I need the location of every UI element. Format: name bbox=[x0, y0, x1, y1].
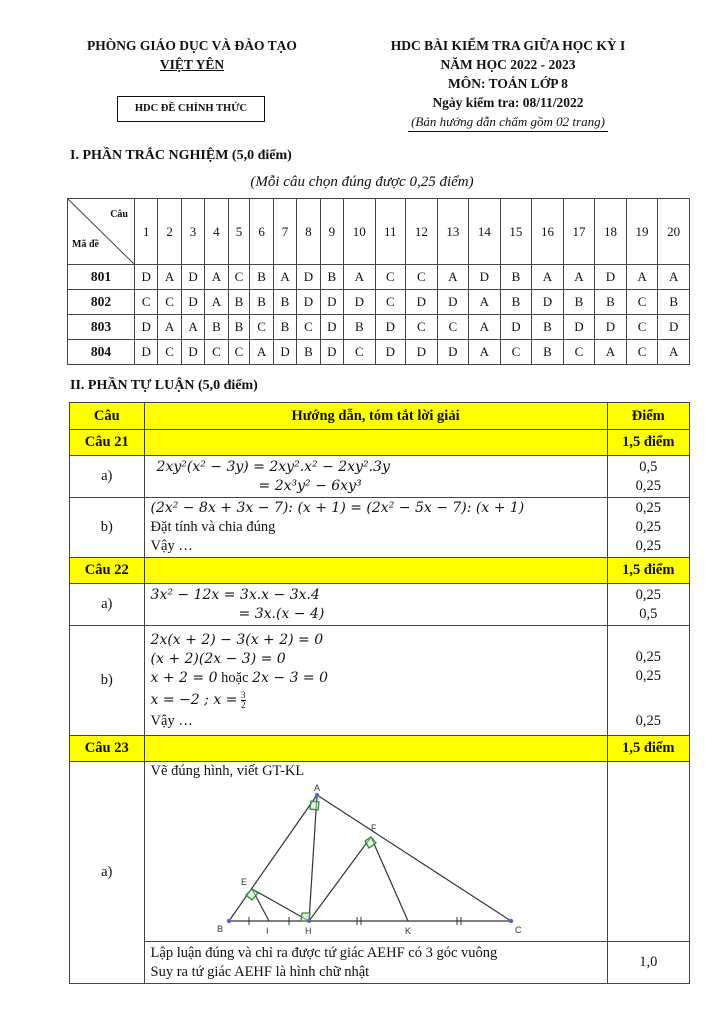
answer-cell: B bbox=[595, 290, 627, 315]
answer-cell: C bbox=[626, 315, 658, 340]
question-number: 13 bbox=[437, 199, 469, 265]
q21-label: Câu 21 bbox=[70, 430, 145, 456]
answer-cell: B bbox=[563, 290, 595, 315]
answer-cell: A bbox=[658, 340, 690, 365]
exam-code: 801 bbox=[68, 265, 135, 290]
answer-cell: B bbox=[273, 315, 296, 340]
q21b-score1: 0,25 bbox=[635, 500, 661, 516]
answer-cell: D bbox=[595, 265, 627, 290]
segment-hf bbox=[309, 837, 371, 921]
essay-guide-table bbox=[69, 402, 690, 984]
answer-cell: B bbox=[205, 315, 228, 340]
geometry-figure bbox=[211, 781, 601, 939]
q21b-line2: Đặt tính và chia đúng bbox=[150, 519, 276, 535]
answer-cell: D bbox=[320, 340, 343, 365]
answer-cell: D bbox=[437, 340, 469, 365]
label-f: F bbox=[370, 823, 377, 833]
department-name: PHÒNG GIÁO DỤC VÀ ĐÀO TẠO bbox=[87, 38, 297, 53]
section1-title: I. PHẦN TRẮC NGHIỆM (5,0 điểm) bbox=[70, 148, 292, 163]
answer-cell: B bbox=[658, 290, 690, 315]
q22a-line1: 3x² − 12x = 3x.x − 3x.4 bbox=[150, 586, 320, 603]
q21b-score3: 0,25 bbox=[635, 538, 661, 554]
exam-title: HDC BÀI KIỂM TRA GIỮA HỌC KỲ I bbox=[390, 38, 626, 53]
segment-ah bbox=[309, 795, 317, 921]
answer-cell: D bbox=[563, 315, 595, 340]
label-c: C bbox=[514, 925, 522, 935]
answer-cell: A bbox=[158, 265, 181, 290]
question-number: 12 bbox=[406, 199, 438, 265]
fraction-denominator: 2 bbox=[241, 699, 246, 710]
q23a-line2: Suy ra tứ giác AEHF là hình chữ nhật bbox=[150, 963, 370, 980]
right-angle-e bbox=[246, 889, 258, 900]
fraction-numerator: 3 bbox=[241, 689, 246, 700]
section2-title: II. PHẦN TỰ LUẬN (5,0 điểm) bbox=[70, 378, 258, 393]
answer-cell: C bbox=[344, 340, 376, 365]
right-angle-f bbox=[365, 837, 376, 848]
essay-header-row bbox=[70, 403, 690, 430]
label-i: I bbox=[265, 926, 269, 936]
question-number: 5 bbox=[228, 199, 250, 265]
q22b-score2: 0,25 bbox=[635, 668, 661, 684]
answer-cell: B bbox=[344, 315, 376, 340]
answer-cell: B bbox=[320, 265, 343, 290]
label-e: E bbox=[240, 877, 247, 887]
answer-cell: B bbox=[273, 290, 296, 315]
answer-cell: A bbox=[344, 265, 376, 290]
answer-cell: D bbox=[135, 340, 158, 365]
answer-cell: D bbox=[320, 315, 343, 340]
answer-cell: A bbox=[563, 265, 595, 290]
q21b-row bbox=[70, 498, 690, 558]
corner-question-label: Câu bbox=[110, 209, 128, 220]
section1-note: (Mỗi câu chọn đúng được 0,25 điểm) bbox=[250, 174, 474, 190]
answer-cell: C bbox=[406, 265, 438, 290]
answer-cell: C bbox=[228, 265, 250, 290]
q23a-text-row bbox=[70, 942, 690, 984]
answer-cell: C bbox=[158, 290, 181, 315]
answer-cell: C bbox=[375, 265, 405, 290]
district-name: VIỆT YÊN bbox=[159, 57, 225, 72]
answer-cell: D bbox=[273, 340, 296, 365]
q22b-line1: 2x(x + 2) − 3(x + 2) = 0 bbox=[150, 631, 324, 648]
point-h bbox=[307, 919, 311, 923]
answer-cell: A bbox=[158, 315, 181, 340]
answer-cell: B bbox=[532, 340, 564, 365]
answer-cell: D bbox=[532, 290, 564, 315]
subject: MÔN: TOÁN LỚP 8 bbox=[448, 76, 568, 91]
question-number: 14 bbox=[469, 199, 501, 265]
answer-cell: D bbox=[469, 265, 501, 290]
question-number: 6 bbox=[250, 199, 273, 265]
answer-cell: D bbox=[344, 290, 376, 315]
q21-score: 1,5 điểm bbox=[607, 430, 689, 456]
right-angle-a bbox=[310, 801, 319, 810]
question-number: 9 bbox=[320, 199, 343, 265]
q22a-row bbox=[70, 584, 690, 626]
answer-cell: D bbox=[181, 340, 204, 365]
question-number: 2 bbox=[158, 199, 181, 265]
q22b-line4: x = −2 ; x = bbox=[150, 691, 238, 708]
q22b-score3: 0,25 bbox=[635, 713, 661, 729]
answer-cell: C bbox=[205, 340, 228, 365]
label-b: B bbox=[216, 924, 223, 934]
answer-cell: D bbox=[500, 315, 532, 340]
question-number: 19 bbox=[626, 199, 658, 265]
answer-cell: B bbox=[297, 340, 320, 365]
q21a-score2: 0,25 bbox=[635, 477, 661, 494]
answer-cell: A bbox=[595, 340, 627, 365]
answer-cell: C bbox=[158, 340, 181, 365]
segment-fk bbox=[371, 837, 408, 921]
answer-cell: D bbox=[297, 290, 320, 315]
answer-cell: B bbox=[532, 315, 564, 340]
q22a-score2: 0,5 bbox=[639, 605, 658, 622]
page-count-note: (Bản hướng dẫn chấm gồm 02 trang) bbox=[408, 112, 608, 132]
label-h: H bbox=[304, 926, 312, 936]
answer-cell: A bbox=[626, 265, 658, 290]
answer-cell: B bbox=[500, 265, 532, 290]
answer-cell: A bbox=[273, 265, 296, 290]
q23-label: Câu 23 bbox=[70, 736, 145, 762]
answer-key-table bbox=[67, 198, 690, 365]
answer-cell: B bbox=[500, 290, 532, 315]
answer-cell: A bbox=[205, 265, 228, 290]
answer-key-header-row bbox=[68, 199, 690, 265]
answer-cell: A bbox=[532, 265, 564, 290]
answer-cell: C bbox=[500, 340, 532, 365]
question-number: 17 bbox=[563, 199, 595, 265]
answer-cell: A bbox=[437, 265, 469, 290]
q22-score: 1,5 điểm bbox=[607, 558, 689, 584]
school-year: NĂM HỌC 2022 - 2023 bbox=[440, 57, 576, 72]
q23a-score1: 1,0 bbox=[607, 942, 689, 984]
answer-row bbox=[68, 290, 690, 315]
answer-cell: D bbox=[181, 290, 204, 315]
answer-cell: A bbox=[658, 265, 690, 290]
answer-cell: C bbox=[250, 315, 273, 340]
answer-cell: D bbox=[658, 315, 690, 340]
q23a-figure-row bbox=[70, 762, 690, 942]
exam-header bbox=[360, 36, 656, 132]
q22a-line2: = 3x.(x − 4) bbox=[238, 605, 325, 622]
exam-code: 803 bbox=[68, 315, 135, 340]
answer-cell: D bbox=[297, 265, 320, 290]
point-a bbox=[315, 793, 319, 797]
exam-date: Ngày kiểm tra: 08/11/2022 bbox=[432, 95, 584, 110]
answer-cell: D bbox=[437, 290, 469, 315]
q21b-line1: (2x² − 8x + 3x − 7): (x + 1) = (2x² − 5x − 7): (x + 1) bbox=[150, 500, 525, 516]
q21a-row bbox=[70, 456, 690, 498]
col-score-header: Điểm bbox=[607, 403, 689, 430]
q23-score: 1,5 điểm bbox=[607, 736, 689, 762]
answer-cell: D bbox=[595, 315, 627, 340]
q22b-line3c: 2x − 3 = 0 bbox=[252, 669, 329, 686]
q22b-line2: (x + 2)(2x − 3) = 0 bbox=[150, 650, 286, 667]
question-number: 11 bbox=[375, 199, 405, 265]
q22a-score1: 0,25 bbox=[635, 586, 661, 603]
department-header bbox=[72, 36, 312, 74]
corner-cell bbox=[68, 199, 135, 265]
answer-cell: A bbox=[469, 315, 501, 340]
question-number: 16 bbox=[532, 199, 564, 265]
answer-cell: C bbox=[406, 315, 438, 340]
col-question-header: Câu bbox=[70, 403, 145, 430]
corner-code-label: Mã đề bbox=[72, 239, 99, 250]
question-number: 3 bbox=[181, 199, 204, 265]
answer-row bbox=[68, 265, 690, 290]
q21a-label: a) bbox=[70, 456, 145, 498]
label-k: K bbox=[404, 926, 411, 936]
q21b-label: b) bbox=[70, 498, 145, 558]
question-number: 20 bbox=[658, 199, 690, 265]
answer-cell: C bbox=[297, 315, 320, 340]
q22b-line3a: x + 2 = 0 bbox=[150, 669, 218, 686]
q21a-line2: = 2x³y² − 6xy³ bbox=[258, 477, 362, 494]
question-number: 15 bbox=[500, 199, 532, 265]
answer-cell: A bbox=[469, 290, 501, 315]
q23a-label: a) bbox=[70, 762, 145, 984]
answer-cell: C bbox=[626, 290, 658, 315]
question-number: 18 bbox=[595, 199, 627, 265]
q21b-line3: Vậy … bbox=[150, 538, 193, 554]
q23a-line1: Lập luận đúng và chỉ ra được tứ giác AEHF có 3 góc vuông bbox=[150, 944, 498, 961]
answer-cell: D bbox=[320, 290, 343, 315]
fraction-three-halves bbox=[241, 691, 246, 710]
q21-row bbox=[70, 430, 690, 456]
q21a-line1: 2xy²(x² − 3y) = 2xy².x² − 2xy².3y bbox=[156, 458, 390, 475]
q22-row bbox=[70, 558, 690, 584]
segment-ab bbox=[229, 795, 317, 921]
answer-cell: C bbox=[563, 340, 595, 365]
exam-code: 802 bbox=[68, 290, 135, 315]
answer-cell: A bbox=[205, 290, 228, 315]
answer-cell: B bbox=[250, 290, 273, 315]
official-stamp-box: HDC ĐỀ CHÍNH THỨC bbox=[117, 96, 265, 122]
answer-cell: D bbox=[375, 340, 405, 365]
q22b-score1: 0,25 bbox=[635, 649, 661, 665]
question-number: 7 bbox=[273, 199, 296, 265]
answer-cell: D bbox=[375, 315, 405, 340]
exam-code: 804 bbox=[68, 340, 135, 365]
q21a-score1: 0,5 bbox=[639, 458, 658, 475]
answer-cell: D bbox=[135, 315, 158, 340]
answer-cell: C bbox=[626, 340, 658, 365]
figure-caption: Vẽ đúng hình, viết GT-KL bbox=[150, 763, 305, 779]
point-b bbox=[226, 919, 230, 923]
answer-cell: B bbox=[228, 315, 250, 340]
question-number: 10 bbox=[344, 199, 376, 265]
answer-cell: D bbox=[181, 265, 204, 290]
answer-cell: B bbox=[250, 265, 273, 290]
answer-row bbox=[68, 340, 690, 365]
point-c bbox=[508, 919, 512, 923]
q22a-label: a) bbox=[70, 584, 145, 626]
q22b-row bbox=[70, 626, 690, 736]
q22b-line3b: hoặc bbox=[221, 669, 249, 686]
answer-cell: A bbox=[469, 340, 501, 365]
answer-cell: C bbox=[375, 290, 405, 315]
question-number: 1 bbox=[135, 199, 158, 265]
answer-cell: D bbox=[406, 290, 438, 315]
question-number: 8 bbox=[297, 199, 320, 265]
question-number: 4 bbox=[205, 199, 228, 265]
answer-cell: B bbox=[228, 290, 250, 315]
q22-label: Câu 22 bbox=[70, 558, 145, 584]
answer-cell: C bbox=[135, 290, 158, 315]
col-guide-header: Hướng dẫn, tóm tắt lời giải bbox=[144, 403, 607, 430]
answer-cell: A bbox=[181, 315, 204, 340]
q21b-score2: 0,25 bbox=[635, 519, 661, 535]
q23-row bbox=[70, 736, 690, 762]
q22b-line5: Vậy … bbox=[150, 712, 193, 729]
answer-cell: C bbox=[228, 340, 250, 365]
answer-cell: A bbox=[250, 340, 273, 365]
answer-row bbox=[68, 315, 690, 340]
q22b-label: b) bbox=[70, 626, 145, 736]
label-a: A bbox=[313, 783, 320, 793]
answer-cell: D bbox=[135, 265, 158, 290]
segment-ac bbox=[317, 795, 511, 921]
answer-cell: C bbox=[437, 315, 469, 340]
answer-cell: D bbox=[406, 340, 438, 365]
